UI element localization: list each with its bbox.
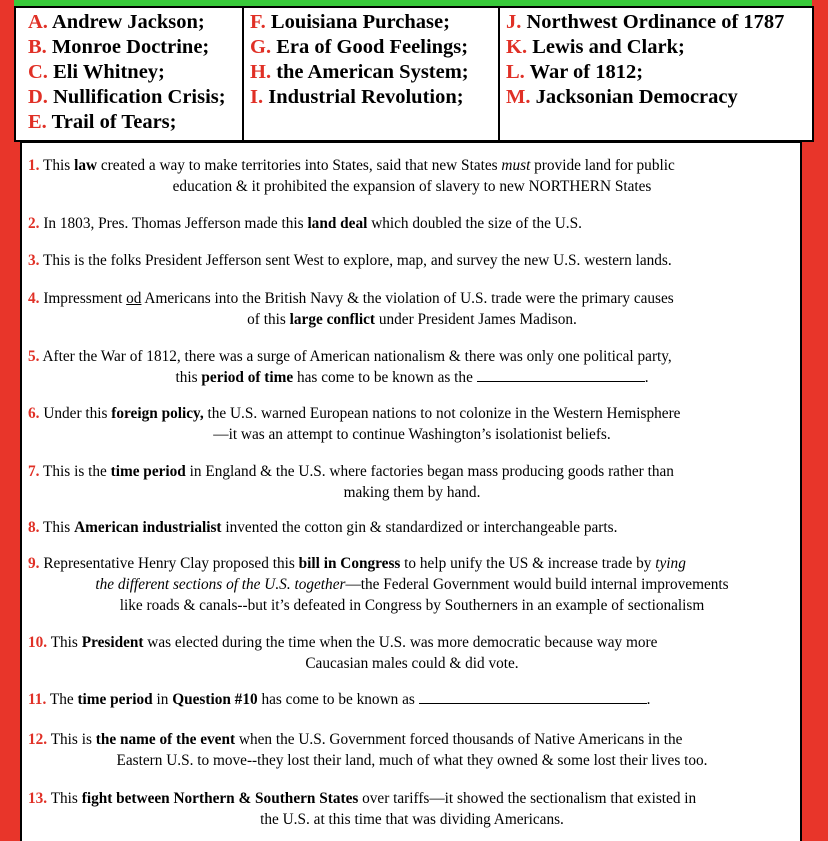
word-bank-term: D. Nullification Crisis; (28, 86, 226, 108)
question-12: 12. This is the name of the event when the U.S. Government forced thousands of Native Americans in the Eastern U.S. to move--they lost their land, much of what they owned & some lost their lives too. (28, 731, 708, 769)
question-10: 10. This President was elected during the time when the U.S. was more democratic because way more Caucasian males could & did vote. (28, 634, 658, 672)
question-13: 13. This fight between Northern & Southern States over tariffs—it showed the sectionalism that existed in the U.S. at this time that was dividing Americans. (28, 790, 697, 828)
word-bank-column-3 (500, 8, 812, 140)
question-1: 1. This law created a way to make territories into States, said that new States must provide land for public education & it prohibited the expansion of slavery to new NORTHERN States (28, 157, 675, 195)
question-5: 5. After the War of 1812, there was a surge of American nationalism & there was only one political party, this period of time has come to be known as the . (28, 348, 672, 386)
word-bank-term: L. War of 1812; (506, 61, 644, 83)
word-bank-term: A. Andrew Jackson; (28, 11, 205, 33)
word-bank-term: G. Era of Good Feelings; (250, 36, 469, 58)
word-bank-column-2 (244, 8, 500, 140)
word-bank-term: J. Northwest Ordinance of 1787 (506, 11, 785, 33)
word-bank-column-1 (16, 8, 244, 140)
word-bank-term: C. Eli Whitney; (28, 61, 165, 83)
word-bank-term: F. Louisiana Purchase; (250, 11, 450, 33)
question-9: 9. Representative Henry Clay proposed this bill in Congress to help unify the US & increase trade by tying the different sections of the U.S. together—the Federal Government would build internal improvements like roads & canals--but it’s defeated in Congress by Southerners in an example of sectionalism (28, 555, 729, 614)
question-8: 8. This American industrialist invented the cotton gin & standardized or interchangeable parts. (28, 519, 618, 536)
word-bank-term: K. Lewis and Clark; (506, 36, 685, 58)
word-bank-term: B. Monroe Doctrine; (28, 36, 210, 58)
answer-blank[interactable] (419, 689, 647, 704)
word-bank-term: M. Jacksonian Democracy (506, 86, 738, 108)
question-4: 4. Impressment od Americans into the British Navy & the violation of U.S. trade were the primary causes of this large conflict under President James Madison. (28, 290, 674, 328)
question-6: 6. Under this foreign policy, the U.S. warned European nations to not colonize in the Western Hemisphere —it was an attempt to continue Washington’s isolationist beliefs. (28, 405, 681, 443)
answer-blank[interactable] (477, 367, 645, 382)
questions-panel (20, 141, 802, 841)
question-7: 7. This is the time period in England & the U.S. where factories began mass producing goods rather than making them by hand. (28, 463, 674, 501)
word-bank-term: I. Industrial Revolution; (250, 86, 464, 108)
question-3: 3. This is the folks President Jefferson sent West to explore, map, and survey the new U.S. western lands. (28, 252, 672, 269)
word-bank (14, 6, 814, 142)
question-2: 2. In 1803, Pres. Thomas Jefferson made this land deal which doubled the size of the U.S. (28, 215, 582, 232)
word-bank-term: E. Trail of Tears; (28, 111, 177, 133)
word-bank-term: H. the American System; (250, 61, 469, 83)
question-11: 11. The time period in Question #10 has come to be known as . (28, 691, 651, 708)
